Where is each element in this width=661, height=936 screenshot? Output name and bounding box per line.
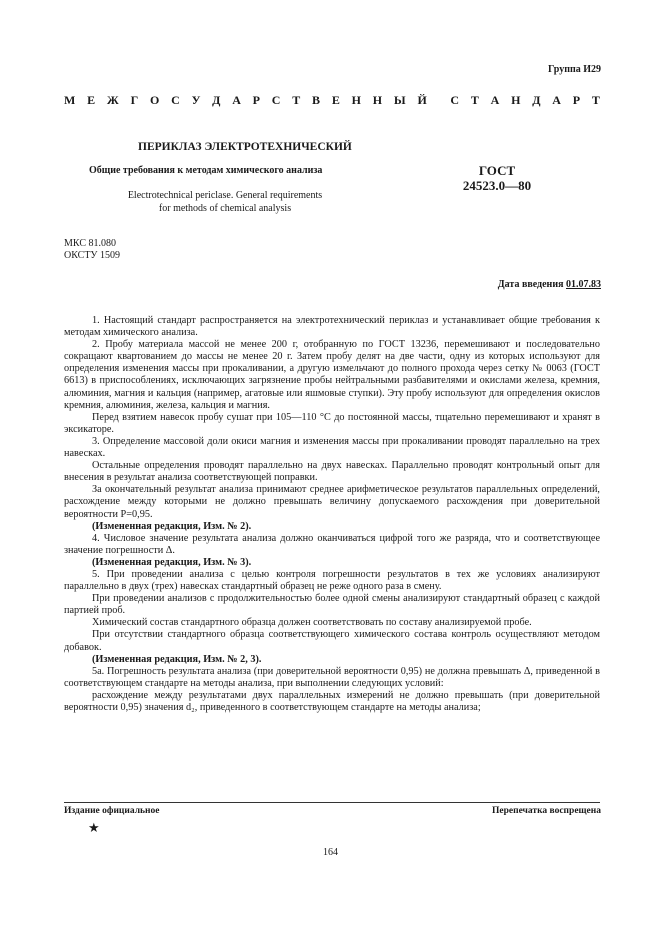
okstu-code: ОКСТУ 1509 xyxy=(64,250,121,261)
body-paragraph: расхождение между результатами двух параллельных измерений не должно превышать (при доверительной вероятности 0,95) значения d₂, приведенного в соответствующем стандарте на методы анализа; xyxy=(64,689,600,713)
banner-letter: Г xyxy=(130,93,139,107)
banner-letter: У xyxy=(191,93,201,107)
banner-letter: Н xyxy=(511,93,521,107)
official-edition-note: Издание официальное xyxy=(64,806,160,816)
gost-label: ГОСТ xyxy=(478,163,516,178)
banner-letter: Ы xyxy=(393,93,406,107)
banner-letter: О xyxy=(149,93,160,107)
body-paragraph: 5а. Погрешность результата анализа (при доверительной вероятности 0,95) не должна превышать Δ, приведенной в соответствующем стандарте на методы анализа, при выполнении следующих условий: xyxy=(64,665,600,689)
banner-letter: Н xyxy=(351,93,361,107)
body-paragraph: Остальные определения проводят параллельно на двух навесках. Параллельно проводят контрольный опыт для внесения в результат анализа соответствующей поправки. xyxy=(64,460,600,484)
banner-letter: Н xyxy=(372,93,383,107)
footer-divider xyxy=(64,802,600,803)
body-paragraph: (Измененная редакция, Изм. № 3). xyxy=(92,556,252,568)
date-label: Дата введения xyxy=(497,279,564,290)
introduction-date xyxy=(498,279,601,290)
body-paragraph: Перед взятием навесок пробу сушат при 105—110 °С до постоянной массы, тщательно перемешивают и хранят в эксикаторе. xyxy=(64,411,600,435)
star-icon: ★ xyxy=(88,820,100,835)
document-subtitle: Общие требования к методам химического анализа xyxy=(89,165,323,176)
classification-codes xyxy=(64,238,120,262)
banner-letter: Е xyxy=(331,93,340,107)
banner-letter: А xyxy=(232,93,241,107)
banner-letter: Р xyxy=(252,93,260,107)
gost-number: 24523.0—80 xyxy=(462,178,532,193)
body-paragraph: (Измененная редакция, Изм. № 2, 3). xyxy=(92,653,262,665)
banner-letter: А xyxy=(490,93,500,107)
body-paragraph: (Измененная редакция, Изм. № 2). xyxy=(92,520,252,532)
page-number: 164 xyxy=(323,847,338,858)
english-title-line-2: for methods of chemical analysis xyxy=(158,203,292,214)
body-paragraph: 4. Числовое значение результата анализа должно оканчиваться цифрой того же разряда, что и соответствующее значение погрешности Δ. xyxy=(64,532,600,556)
banner-letter: Т xyxy=(292,93,301,107)
banner-letter: Т xyxy=(591,93,600,107)
body-paragraph: 5. При проведении анализа с целью контроля погрешности результатов в тех же условиях анализируют параллельно в двух (трех) навесках стандартный образец не реже одного раза в смену. xyxy=(64,568,600,593)
english-title-line-1: Electrotechnical periclase. General requirements xyxy=(127,190,323,201)
mks-code: МКС 81.080 xyxy=(64,238,116,249)
document-title: ПЕРИКЛАЗ ЭЛЕКТРОТЕХНИЧЕСКИЙ xyxy=(138,141,352,153)
group-code: Группа И29 xyxy=(548,64,601,75)
body-paragraph: При проведении анализов с продолжительностью более одной смены анализируют стандартный образец с каждой партией проб. xyxy=(64,593,600,617)
banner-letter: Р xyxy=(572,93,581,107)
banner-letter: Ж xyxy=(106,93,119,107)
standard-banner xyxy=(64,93,600,108)
banner-letter: Т xyxy=(470,93,479,107)
banner-letter: В xyxy=(312,93,321,107)
body-paragraph: При отсутствии стандартного образца соответствующего химического состава контроль осуществляют методом добавок. xyxy=(64,629,600,653)
banner-letter: М xyxy=(64,93,76,107)
body-paragraph: 2. Пробу материала массой не менее 200 г, отобранную по ГОСТ 13236, перемешивают и последовательно сокращают квартованием до массы не менее 20 г. Затем пробу делят на две части, одну из которых используют для определения изменения массы при прокаливании, а другую измельчают до полного прохода через сетку № 0063 (ГОСТ 6613) в приспособлениях, исключающих загрязнение пробы нейтральными разбавителями и окислами железа, кремния, алюминия, магния и кальция (например, агатовые или яшмовые ступки). Эту пробу используют для определения окислов кремния, алюминия, железа, кальция и магния. xyxy=(64,339,600,411)
body-paragraph: Химический состав стандартного образца должен соответствовать по составу анализируемой пробе. xyxy=(92,617,532,629)
banner-letter: Д xyxy=(212,93,221,107)
reprint-prohibited-note: Перепечатка воспрещена xyxy=(491,806,601,816)
banner-letter: Й xyxy=(417,93,427,107)
body-paragraph: За окончательный результат анализа принимают среднее арифметическое результатов параллельных определений, расхождение между которыми не должно превышать величину допускаемого расхождения при доверительной вероятности P=0,95. xyxy=(64,484,600,520)
body-paragraph: 1. Настоящий стандарт распространяется на электротехнический периклаз и устанавливает общие требования к методам химического анализа. xyxy=(64,315,600,339)
date-value: 01.07.83 xyxy=(566,279,601,290)
banner-letter: С xyxy=(271,93,281,107)
banner-letter: Е xyxy=(87,93,96,107)
gost-designation xyxy=(460,163,534,193)
body-paragraph: 3. Определение массовой доли окиси магния и изменения массы при прокаливании проводят параллельно на трех навесках. xyxy=(64,435,600,460)
banner-letter: Д xyxy=(532,93,541,107)
banner-letter: С xyxy=(171,93,180,107)
banner-letter: А xyxy=(552,93,561,107)
english-title xyxy=(110,189,340,215)
banner-letter: С xyxy=(450,93,460,107)
document-body xyxy=(64,315,600,714)
